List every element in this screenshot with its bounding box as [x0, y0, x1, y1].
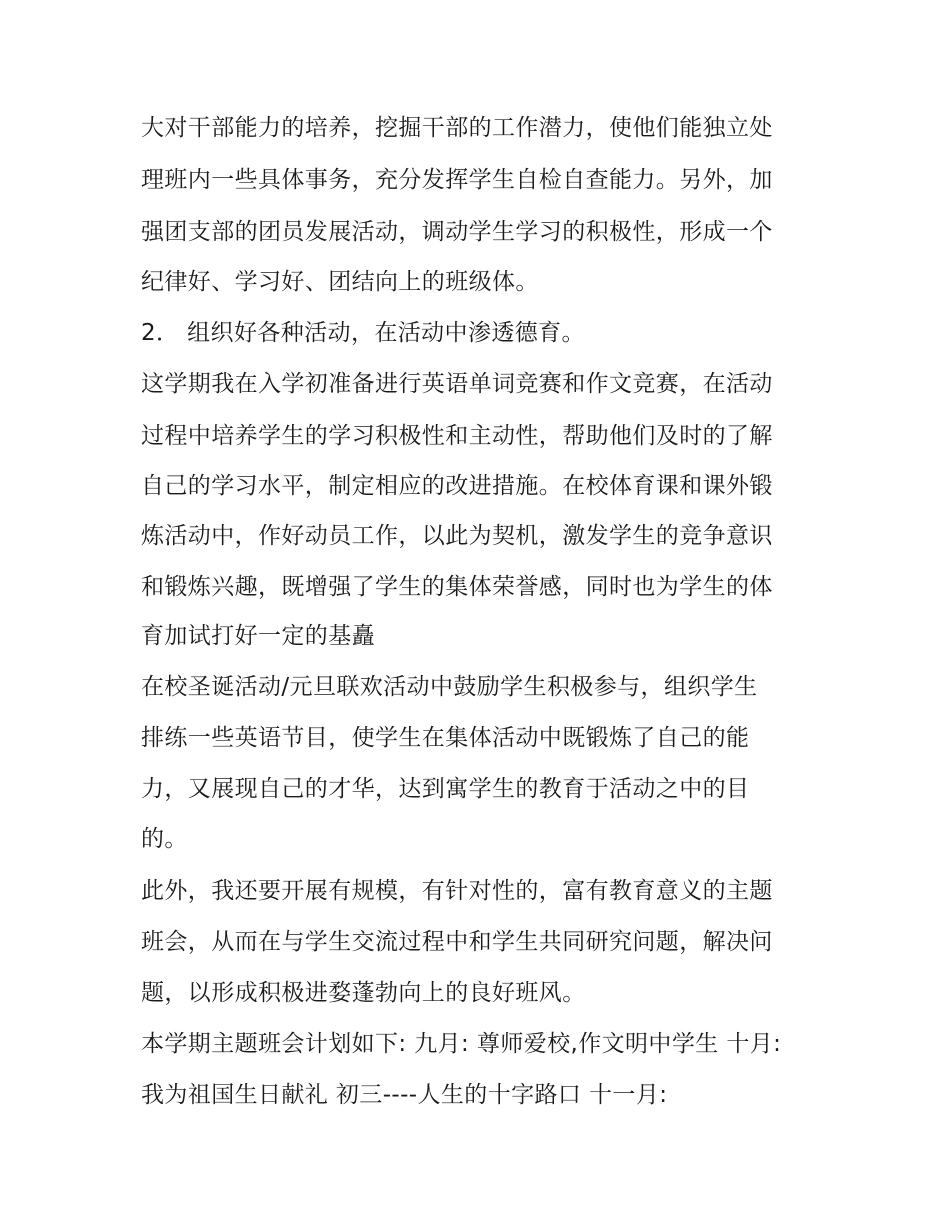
text-line: 的。	[141, 826, 188, 852]
text-line: 班会，从而在与学生交流过程中和学生共同研究问题，解决问	[141, 929, 773, 955]
text-line: 这学期我在入学初准备进行英语单词竞赛和作文竞赛，在活动	[141, 371, 773, 397]
list-item-heading: 2． 组织好各种活动，在活动中渗透德育。	[141, 320, 585, 346]
text-line: 强团支部的团员发展活动，调动学生学习的积极性，形成一个	[141, 219, 773, 245]
text-line: 自己的学习水平，制定相应的改进措施。在校体育课和课外锻	[141, 473, 773, 499]
text-line: 力，又展现自己的才华，达到寓学生的教育于活动之中的目	[141, 776, 750, 802]
text-line: 题，以形成积极进婺蓬勃向上的良好班风。	[141, 980, 586, 1006]
text-line: 纪律好、学习好、团结向上的班级体。	[141, 269, 539, 295]
text-line: 此外，我还要开展有规模，有针对性的，富有教育意义的主题	[141, 878, 773, 904]
text-line: 理班内一些具体事务，充分发挥学生自检自查能力。另外，加	[141, 167, 773, 193]
text-line: 炼活动中，作好动员工作，以此为契机，激发学生的竞争意识	[141, 523, 773, 549]
text-line: 我为祖国生日献礼 初三----人生的十字路口 十一月:	[141, 1082, 668, 1108]
text-line: 和锻炼兴趣，既增强了学生的集体荣誉感，同时也为学生的体	[141, 574, 773, 600]
text-line: 排练一些英语节目，使学生在集体活动中既锻炼了自己的能	[141, 725, 750, 751]
text-line: 育加试打好一定的基矗	[141, 623, 375, 649]
text-line: 在校圣诞活动/元旦联欢活动中鼓励学生积极参与，组织学生	[141, 674, 758, 700]
text-line: 大对干部能力的培养，挖掘干部的工作潜力，使他们能独立处	[141, 115, 773, 141]
text-line: 本学期主题班会计划如下: 九月: 尊师爱校,作文明中学生 十月:	[141, 1031, 782, 1057]
text-line: 过程中培养学生的学习积极性和主动性，帮助他们及时的了解	[141, 423, 773, 449]
